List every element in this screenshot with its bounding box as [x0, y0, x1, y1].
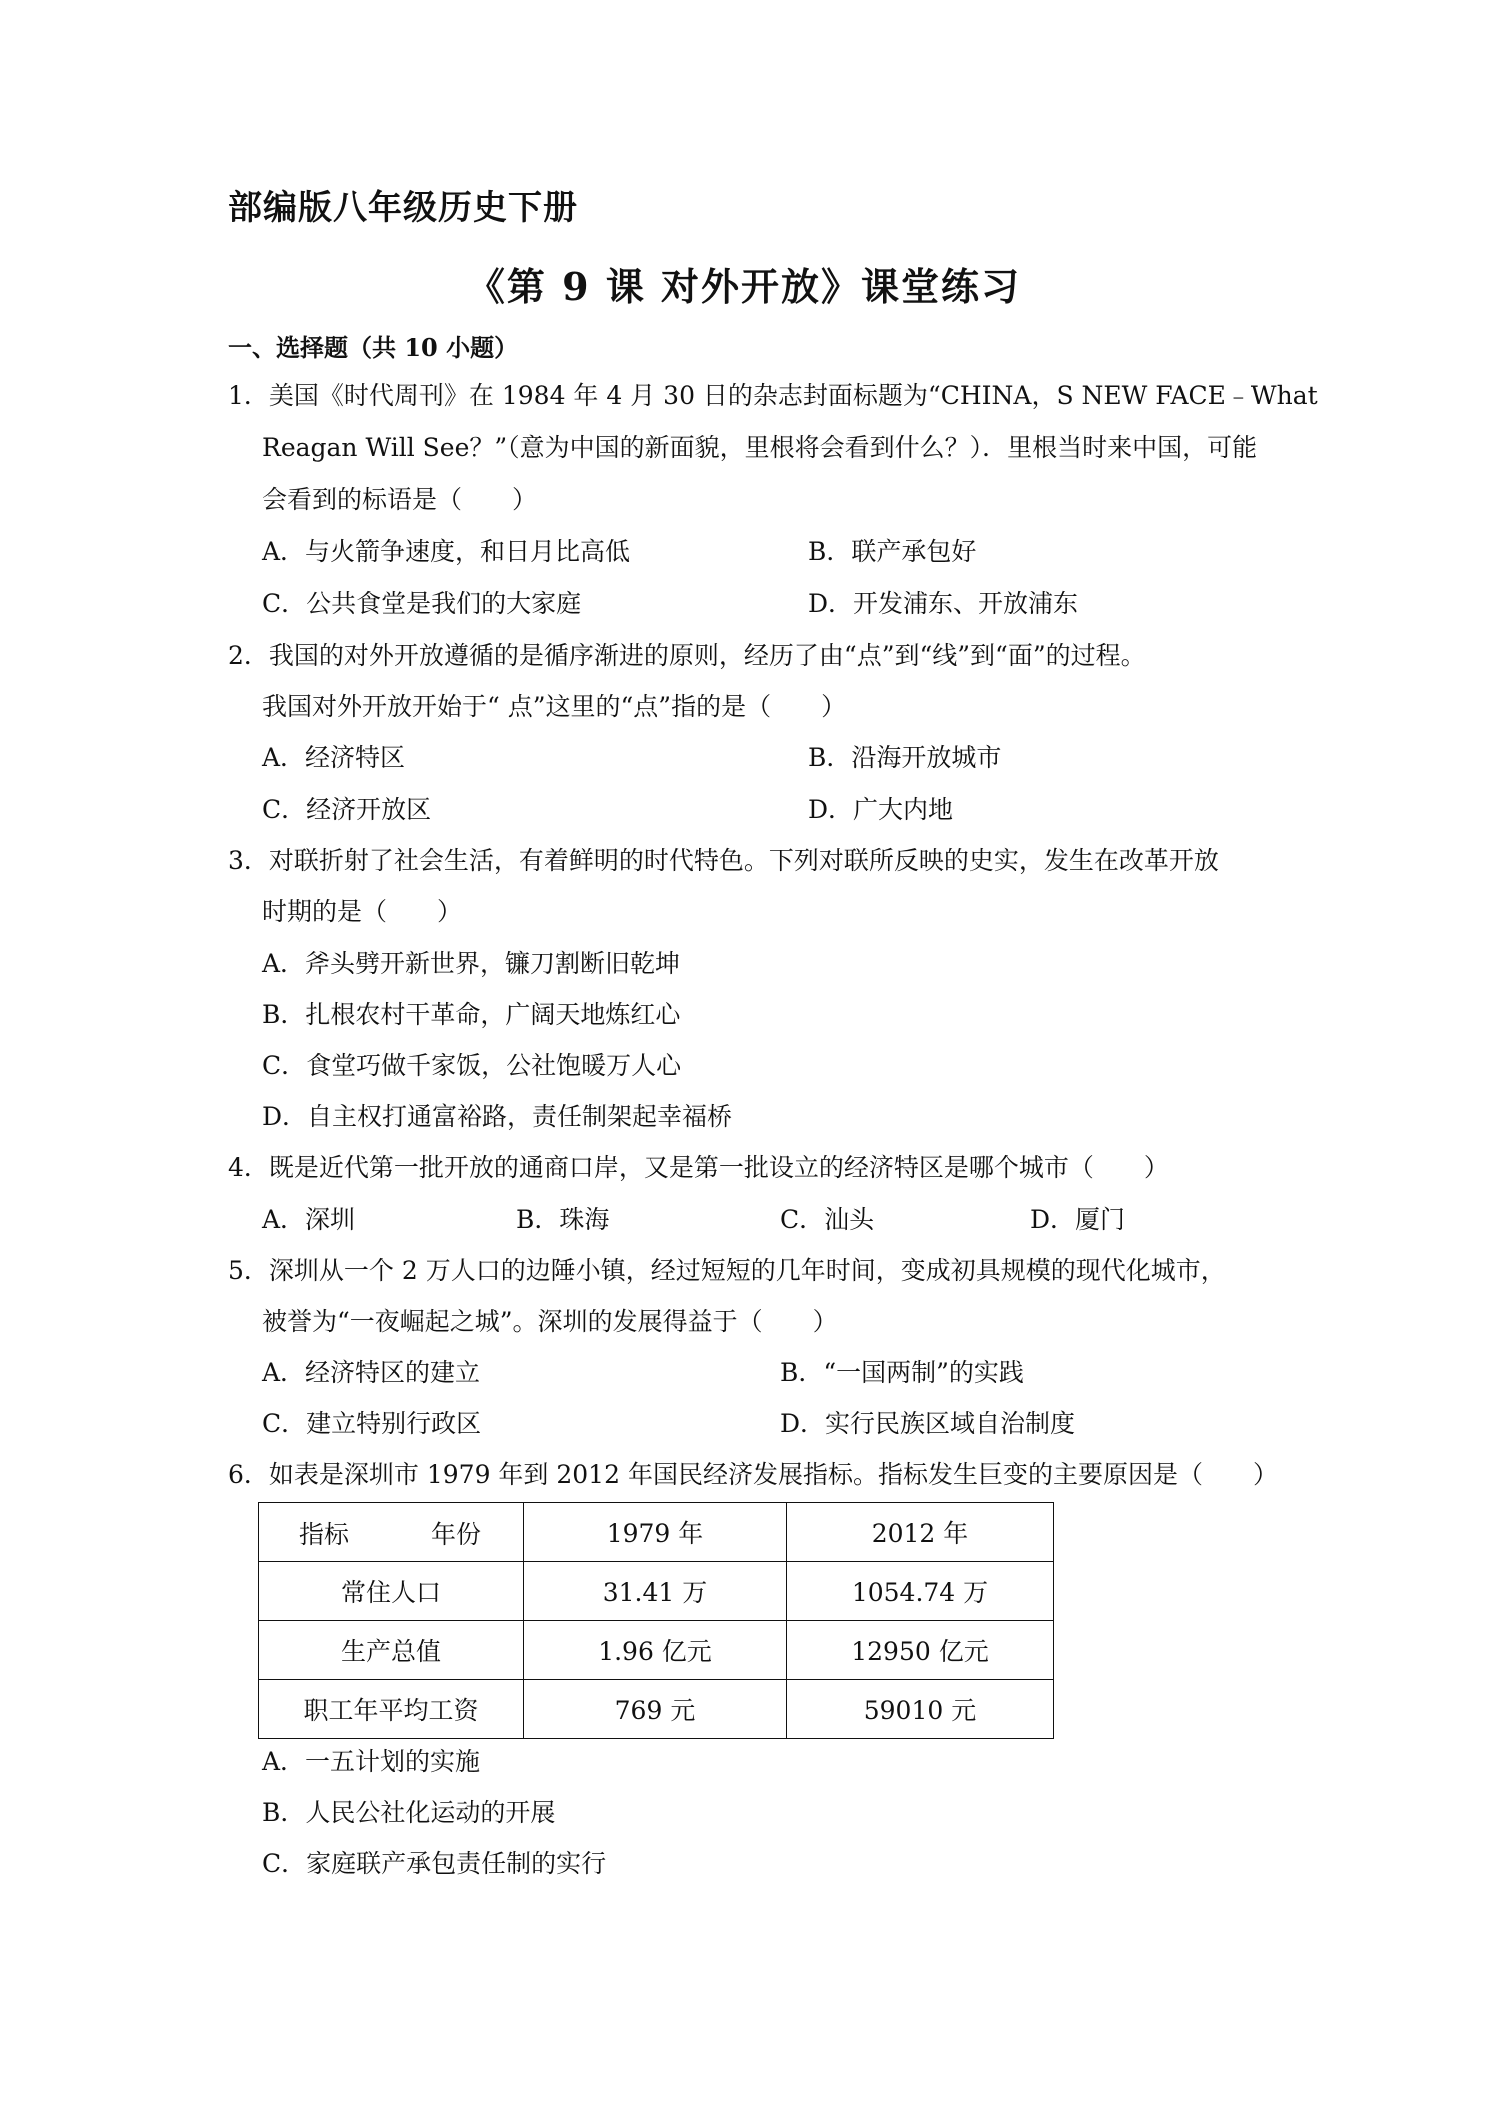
- question-2-text: 我国的对外开放遵循的是循序渐进的原则，经历了由“点”到“线”到“面”的过程。: [268, 641, 1146, 670]
- table-header-year: 年份: [431, 1520, 482, 1549]
- indicator-table: [258, 1502, 1054, 1739]
- question-1-option-a: A．与火箭争速度，和日月比高低: [262, 537, 631, 566]
- table-header-1979: 1979 年: [524, 1503, 787, 1562]
- question-3-line-1: [228, 843, 1219, 879]
- question-6-number: 6．: [228, 1460, 269, 1489]
- question-4-line-1: [228, 1150, 1169, 1186]
- table-cell-1979: 31.41 万: [524, 1562, 787, 1621]
- question-4-number: 4．: [228, 1153, 269, 1182]
- table-cell-2012: 1054.74 万: [787, 1562, 1054, 1621]
- table-cell-2012: 59010 元: [787, 1680, 1054, 1739]
- question-1-text: 美国《时代周刊》在 1984 年 4 月 30 日的杂志封面标题为“CHINA，S NEW FACE﹣What: [268, 381, 1318, 410]
- question-1-line-3: 会看到的标语是（ ）: [262, 485, 538, 514]
- table-cell-label: 职工年平均工资: [259, 1680, 524, 1739]
- table-cell-1979: 769 元: [524, 1680, 787, 1739]
- question-3-option-a: A．斧头劈开新世界，镰刀割断旧乾坤: [262, 949, 681, 978]
- table-row: [259, 1680, 1054, 1739]
- table-cell-label: 常住人口: [259, 1562, 524, 1621]
- question-5-number: 5．: [228, 1256, 269, 1285]
- question-2-option-d: D．广大内地: [808, 795, 954, 824]
- table-cell-1979: 1.96 亿元: [524, 1621, 787, 1680]
- question-1-option-c: C．公共食堂是我们的大家庭: [262, 589, 582, 618]
- question-4-option-d: D．厦门: [1030, 1205, 1126, 1234]
- table-row: [259, 1621, 1054, 1680]
- table-header-indicator: 指标: [299, 1520, 350, 1549]
- question-4-option-b: B．珠海: [516, 1205, 610, 1234]
- question-2-line-2: 我国对外开放开始于“ 点”这里的“点”指的是（ ）: [262, 692, 847, 721]
- question-6-option-a: A．一五计划的实施: [262, 1747, 481, 1776]
- table-cell-label: 生产总值: [259, 1621, 524, 1680]
- question-3-line-2: 时期的是（ ）: [262, 897, 463, 926]
- question-5-option-d: D．实行民族区域自治制度: [780, 1409, 1076, 1438]
- question-5-text: 深圳从一个 2 万人口的边陲小镇，经过短短的几年时间，变成初具规模的现代化城市，: [268, 1256, 1226, 1285]
- table-header-2012: 2012 年: [787, 1503, 1054, 1562]
- table-header-indicator-year: [259, 1503, 524, 1562]
- question-2-number: 2．: [228, 641, 269, 670]
- question-4-text: 既是近代第一批开放的通商口岸，又是第一批设立的经济特区是哪个城市（ ）: [268, 1153, 1169, 1182]
- question-4-option-a: A．深圳: [262, 1205, 356, 1234]
- table-cell-2012: 12950 亿元: [787, 1621, 1054, 1680]
- question-3-option-b: B．扎根农村干革命，广阔天地炼红心: [262, 1000, 681, 1029]
- question-1-number: 1．: [228, 381, 269, 410]
- question-1-line-2: Reagan Will See？”（意为中国的新面貌，里根将会看到什么？）．里根当时来中国，可能: [262, 433, 1258, 462]
- question-5-option-b: B．“一国两制”的实践: [780, 1358, 1024, 1387]
- question-5-line-1: [228, 1253, 1226, 1289]
- question-2-option-c: C．经济开放区: [262, 795, 432, 824]
- document-header-title: 部编版八年级历史下册: [228, 188, 578, 228]
- question-5-option-c: C．建立特别行政区: [262, 1409, 482, 1438]
- question-1-line-1: [228, 378, 1318, 414]
- page-title: 《第 9 课 对外开放》课堂练习: [466, 264, 1022, 309]
- question-2-line-1: [228, 638, 1146, 674]
- question-3-option-c: C．食堂巧做千家饭，公社饱暖万人心: [262, 1051, 682, 1080]
- question-6-text: 如表是深圳市 1979 年到 2012 年国民经济发展指标。指标发生巨变的主要原因是（ ）: [268, 1460, 1278, 1489]
- question-6-option-b: B．人民公社化运动的开展: [262, 1798, 556, 1827]
- question-3-number: 3．: [228, 846, 269, 875]
- table-header-row: [259, 1503, 1054, 1562]
- table-row: [259, 1562, 1054, 1621]
- question-3-text: 对联折射了社会生活，有着鲜明的时代特色。下列对联所反映的史实，发生在改革开放: [268, 846, 1219, 875]
- question-5-option-a: A．经济特区的建立: [262, 1358, 481, 1387]
- question-5-line-2: 被誉为“一夜崛起之城”。深圳的发展得益于（ ）: [262, 1307, 838, 1336]
- question-2-option-a: A．经济特区: [262, 743, 406, 772]
- question-1-option-d: D．开发浦东、开放浦东: [808, 589, 1079, 618]
- question-2-option-b: B．沿海开放城市: [808, 743, 1002, 772]
- question-3-option-d: D．自主权打通富裕路，责任制架起幸福桥: [262, 1102, 733, 1131]
- question-6-line-1: [228, 1457, 1278, 1493]
- question-6-option-c: C．家庭联产承包责任制的实行: [262, 1849, 607, 1878]
- section-heading: 一、选择题（共 10 小题）: [228, 333, 519, 362]
- question-4-option-c: C．汕头: [780, 1205, 875, 1234]
- question-1-option-b: B．联产承包好: [808, 537, 977, 566]
